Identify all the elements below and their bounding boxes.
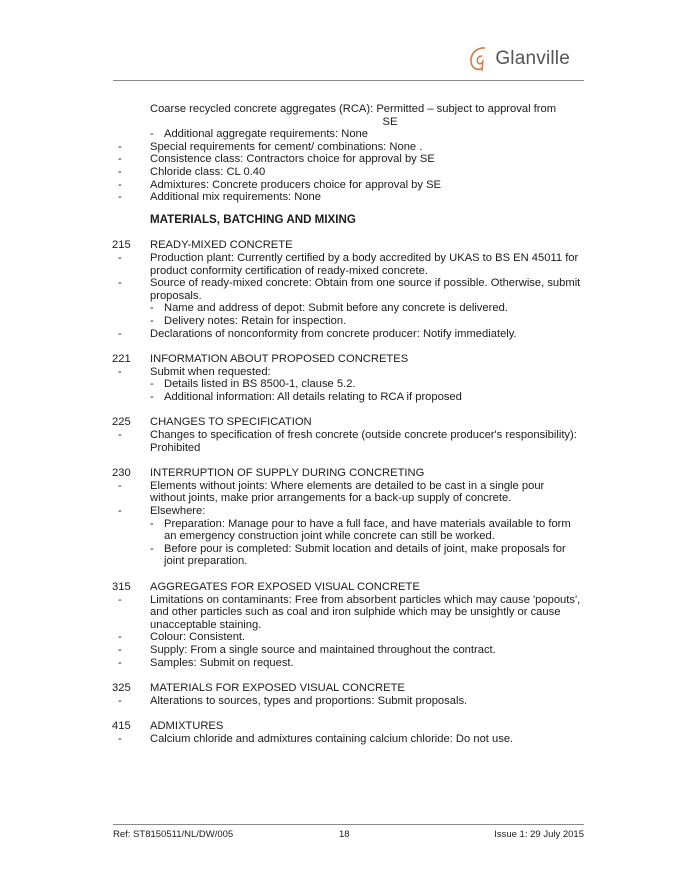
list-item (112, 191, 582, 204)
clause-221 (112, 353, 582, 403)
bullet-dash (112, 302, 150, 315)
clause-number: 415 (112, 720, 131, 733)
list-item (112, 657, 582, 670)
item-text: Details listed in BS 8500-1, clause 5.2. (164, 378, 356, 391)
bullet-dash: - (118, 165, 122, 178)
bullet-dash: - (118, 429, 122, 442)
document-body (112, 103, 582, 746)
page-number: 18 (339, 829, 350, 840)
list-item (112, 277, 582, 302)
item-text: Name and address of depot: Submit before any concrete is delivered. (164, 302, 508, 315)
clause-215 (112, 239, 582, 340)
page-footer (113, 829, 584, 840)
item-text: Admixtures: Concrete producers choice for approval by SE (150, 178, 442, 191)
clause-number: 225 (112, 416, 131, 429)
footer-issue: Issue 1: 29 July 2015 (494, 829, 584, 840)
list-item (112, 153, 582, 166)
list-item (112, 429, 582, 454)
item-text: Preparation: Manage pour to have a full face, and have materials available to form an emergency construction joint while concrete can still be worked. (164, 517, 571, 543)
clause-315 (112, 581, 582, 669)
clause-heading (112, 720, 582, 733)
footer-rule (113, 824, 584, 825)
list-item (112, 695, 582, 708)
item-text: Before pour is completed: Submit location and details of joint, make proposals for joint preparation. (164, 542, 566, 568)
bullet-dash: - (118, 153, 122, 166)
clause-325 (112, 682, 582, 707)
item-text: Delivery notes: Retain for inspection. (164, 314, 347, 327)
item-text: Consistence class: Contractors choice for approval by SE (150, 153, 435, 166)
bullet-dash (112, 128, 150, 141)
item-text: Source of ready-mixed concrete: Obtain from one source if possible. Otherwise, submit proposals. (150, 277, 581, 302)
bullet-dash: - (118, 479, 122, 492)
list-item (112, 631, 582, 644)
list-item (112, 733, 582, 746)
clause-number: 315 (112, 581, 131, 593)
clause-230 (112, 467, 582, 568)
item-text: Changes to specification of fresh concrete (outside concrete producer's responsibility): Prohibited (150, 429, 577, 454)
bullet-dash: - (150, 302, 154, 315)
sub-list-item (112, 128, 582, 141)
clause-number: 325 (112, 682, 131, 695)
rca-line-1: Coarse recycled concrete aggregates (RCA): Permitted – subject to approval from (150, 103, 557, 115)
list-item (112, 141, 582, 154)
clause-heading (112, 239, 582, 252)
item-text: Samples: Submit on request. (150, 656, 294, 669)
bullet-dash (112, 378, 150, 391)
list-item (112, 594, 582, 632)
item-text: Chloride class: CL 0.40 (150, 165, 266, 178)
bullet-dash: - (118, 365, 122, 378)
bullet-dash: - (150, 517, 154, 530)
bullet-dash: - (118, 327, 122, 340)
item-text: Colour: Consistent. (150, 631, 246, 644)
bullet-dash: - (118, 656, 122, 669)
clause-number: 221 (112, 353, 131, 366)
section-heading: MATERIALS, BATCHING AND MIXING (150, 212, 356, 226)
bullet-dash: - (118, 593, 122, 606)
clause-415 (112, 720, 582, 745)
bullet-dash: - (118, 694, 122, 707)
bullet-dash: - (118, 505, 122, 518)
sub-list-item (112, 378, 582, 391)
header-rule (113, 80, 584, 81)
item-text: Elements without joints: Where elements are detailed to be cast in a single pour without joints, make prior arrangements for a back-up supply of concrete. (150, 479, 545, 505)
item-text: Additional aggregate requirements: None (164, 128, 368, 141)
item-text: Submit when requested: (150, 365, 271, 378)
clause-225 (112, 416, 582, 454)
rca-paragraph (150, 103, 582, 128)
intro-list (112, 128, 582, 204)
bullet-dash (112, 391, 150, 404)
item-text: Supply: From a single source and maintained throughout the contract. (150, 643, 496, 656)
bullet-dash: - (150, 542, 154, 555)
logo-text: Glanville (495, 48, 570, 69)
item-text: Additional information: All details relating to RCA if proposed (164, 390, 462, 403)
clause-title: CHANGES TO SPECIFICATION (150, 416, 312, 429)
list-item (112, 480, 582, 505)
bullet-dash: - (150, 378, 154, 391)
sub-list-item (112, 302, 582, 315)
bullet-dash: - (118, 251, 122, 264)
clauses (112, 239, 582, 745)
footer-ref: Ref: ST8150511/NL/DW/005 (113, 829, 234, 840)
item-text: Special requirements for cement/ combinations: None . (150, 140, 423, 153)
sub-list-item (112, 518, 582, 543)
list-item (112, 505, 582, 518)
g-swirl-logo-icon (465, 44, 493, 74)
list-item (112, 644, 582, 657)
item-text: Limitations on contaminants: Free from absorbent particles which may cause 'popouts', and other particles such as coal and iron sulphide which may be unsightly or cause unacceptable staining. (150, 593, 581, 631)
bullet-dash: - (150, 128, 154, 141)
list-item (112, 252, 582, 277)
company-logo (465, 44, 570, 74)
item-text: Elsewhere: (150, 505, 206, 518)
bullet-dash: - (118, 191, 122, 204)
list-item (112, 166, 582, 179)
clause-title: INFORMATION ABOUT PROPOSED CONCRETES (150, 353, 409, 366)
bullet-dash: - (118, 140, 122, 153)
item-text: Alterations to sources, types and proportions: Submit proposals. (150, 694, 468, 707)
bullet-dash: - (150, 314, 154, 327)
bullet-dash (112, 315, 150, 328)
sub-list-item (112, 315, 582, 328)
bullet-dash: - (118, 178, 122, 191)
bullet-dash: - (118, 643, 122, 656)
clause-title: MATERIALS FOR EXPOSED VISUAL CONCRETE (150, 682, 405, 695)
bullet-dash: - (118, 277, 122, 290)
sub-list-item (112, 391, 582, 404)
clause-heading (112, 467, 582, 480)
clause-number: 230 (112, 467, 131, 480)
bullet-dash: - (118, 732, 122, 745)
item-text: Declarations of nonconformity from concrete producer: Notify immediately. (150, 327, 517, 340)
bullet-dash (112, 518, 150, 543)
clause-title: AGGREGATES FOR EXPOSED VISUAL CONCRETE (150, 581, 420, 593)
bullet-dash (112, 543, 150, 568)
rca-line-2: SE (382, 115, 398, 128)
clause-heading (112, 353, 582, 366)
clause-heading (112, 416, 582, 429)
item-text: Production plant: Currently certified by a body accredited by UKAS to BS EN 45011 for product conformity certification of ready-mixed concrete. (150, 251, 579, 277)
list-item (112, 366, 582, 379)
item-text: Calcium chloride and admixtures containing calcium chloride: Do not use. (150, 732, 514, 745)
list-item (112, 328, 582, 341)
list-item (112, 179, 582, 192)
clause-title: ADMIXTURES (150, 720, 224, 733)
bullet-dash: - (118, 631, 122, 644)
clause-number: 215 (112, 239, 131, 252)
clause-title: READY-MIXED CONCRETE (150, 239, 293, 252)
item-text: Additional mix requirements: None (150, 191, 322, 204)
sub-list-item (112, 543, 582, 568)
clause-title: INTERRUPTION OF SUPPLY DURING CONCRETING (150, 467, 425, 480)
clause-heading (112, 682, 582, 695)
clause-heading (112, 581, 582, 594)
bullet-dash: - (150, 390, 154, 403)
